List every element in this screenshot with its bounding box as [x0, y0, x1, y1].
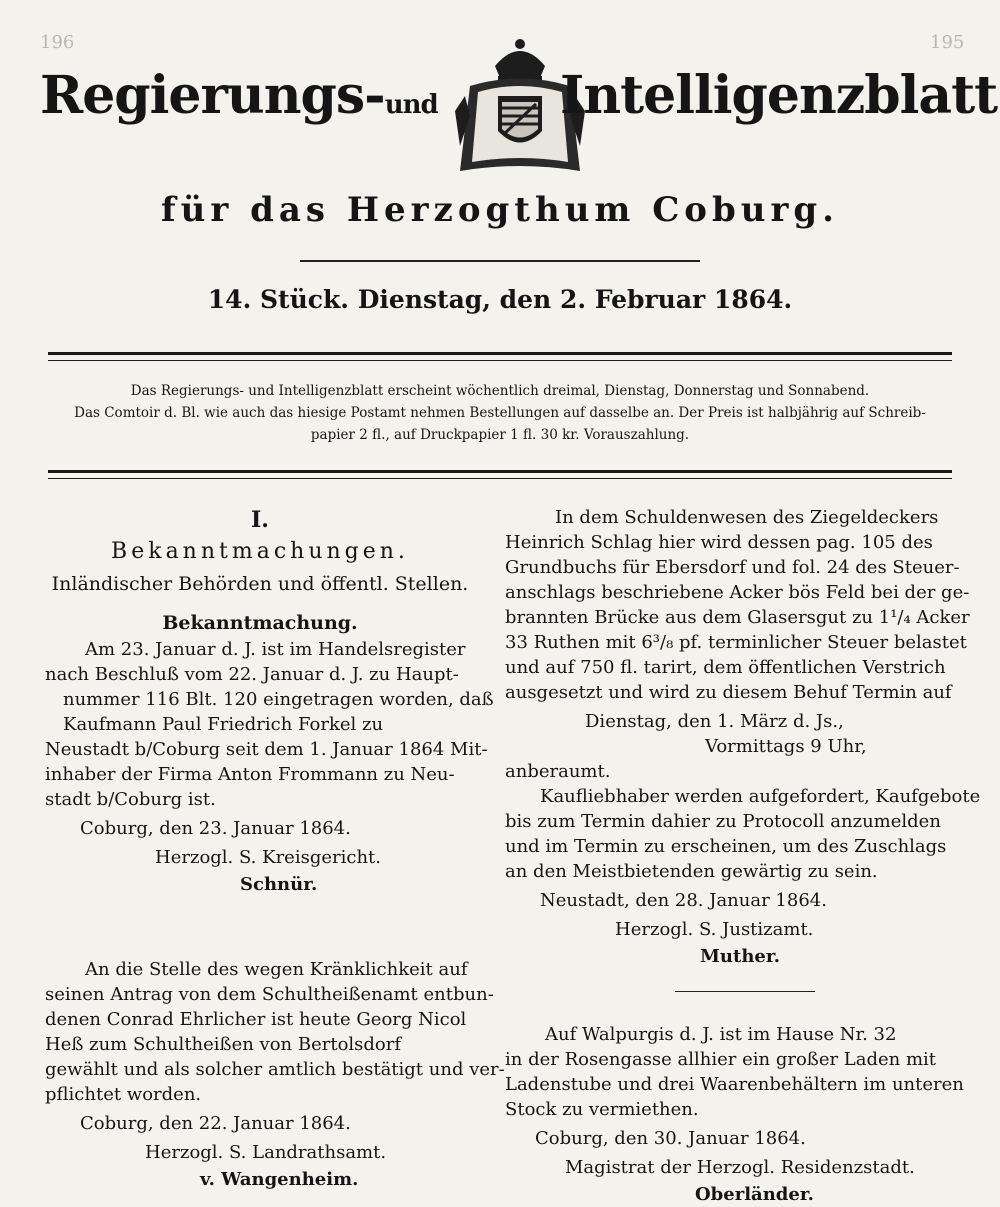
right-column — [505, 505, 981, 1207]
section-subheading: Inländischer Behörden und öffentl. Stellen. — [51, 573, 469, 595]
text-line: Neustadt b/Coburg seit dem 1. Januar 1864 Mit- — [45, 739, 488, 760]
text-line: Auf Walpurgis d. J. ist im Hause Nr. 32 — [545, 1024, 897, 1045]
subscription-notice — [50, 380, 950, 446]
place-date: Neustadt, den 28. Januar 1864. — [540, 890, 827, 911]
signature: v. Wangenheim. — [200, 1169, 359, 1190]
text-line: Kaufliebhaber werden aufgefordert, Kaufgebote — [540, 786, 981, 807]
notice-line: papier 2 fl., auf Druckpapier 1 fl. 30 kr. Vorauszahlung. — [310, 427, 690, 443]
notice-line: Das Comtoir d. Bl. wie auch das hiesige Postamt nehmen Bestellungen auf dasselbe an. Der Preis ist halbjährig auf Schreib- — [74, 405, 926, 421]
text-line: in der Rosengasse allhier ein großer Laden mit — [505, 1049, 937, 1070]
divider — [300, 260, 700, 262]
place-date: Coburg, den 30. Januar 1864. — [535, 1128, 806, 1149]
authority: Herzogl. S. Landrathsamt. — [145, 1142, 387, 1163]
signature: Muther. — [700, 946, 780, 967]
text-line: denen Conrad Ehrlicher ist heute Georg Nicol — [45, 1009, 467, 1030]
text-line: Stock zu vermiethen. — [505, 1099, 699, 1120]
notice-line: Das Regierungs- und Intelligenzblatt erscheint wöchentlich dreimal, Dienstag, Donnerstag und Sonnabend. — [130, 383, 870, 399]
signature: Oberländer. — [695, 1184, 814, 1205]
text-line: und im Termin zu erscheinen, um des Zuschlags — [505, 836, 947, 857]
left-column — [45, 505, 505, 1192]
section-heading: Bekanntmachungen. — [111, 539, 409, 564]
text-line: brannten Brücke aus dem Glasersgut zu 1¹/₄ Acker — [505, 607, 970, 628]
text-line: ausgesetzt und wird zu diesem Behuf Termin auf — [505, 682, 952, 703]
text-line: inhaber der Firma Anton Frommann zu Neu- — [45, 764, 455, 785]
text-line: Grundbuchs für Ebersdorf und fol. 24 des Steuer- — [505, 557, 960, 578]
masthead-left: Regierungs-und — [40, 65, 438, 126]
issue-line: 14. Stück. Dienstag, den 2. Februar 1864. — [207, 285, 793, 314]
text-line: Ladenstube und drei Waarenbehältern im unteren — [505, 1074, 964, 1095]
section-number: I. — [251, 507, 269, 533]
place-date: Coburg, den 22. Januar 1864. — [80, 1113, 351, 1134]
text-line: und auf 750 fl. tarirt, dem öffentlichen Verstrich — [505, 657, 946, 678]
masthead-subtitle: für das Herzogthum Coburg. — [160, 190, 840, 230]
authority: Herzogl. S. Kreisgericht. — [155, 847, 381, 868]
divider-thick — [48, 352, 952, 355]
divider-thick — [48, 470, 952, 473]
text-line: An die Stelle des wegen Kränklichkeit auf — [85, 959, 468, 980]
authority: Herzogl. S. Justizamt. — [615, 919, 814, 940]
text-line: anschlags beschriebene Acker bös Feld bei der ge- — [505, 582, 970, 603]
term-date: Dienstag, den 1. März d. Js., — [585, 711, 844, 732]
announcement-title: Bekanntmachung. — [162, 612, 358, 634]
page-number-right: 195 — [930, 32, 965, 53]
text-line: Am 23. Januar d. J. ist im Handelsregister — [85, 639, 466, 660]
divider-thin — [48, 360, 952, 361]
divider — [675, 991, 815, 992]
text-line: anberaumt. — [505, 761, 611, 782]
authority: Magistrat der Herzogl. Residenzstadt. — [565, 1157, 915, 1178]
masthead — [40, 62, 998, 162]
text-line: nummer 116 Blt. 120 eingetragen worden, daß — [63, 689, 494, 710]
masthead-right: Intelligenzblatt — [560, 65, 998, 126]
term-time: Vormittags 9 Uhr, — [705, 736, 867, 757]
page-number-left: 196 — [40, 32, 75, 53]
text-line: stadt b/Coburg ist. — [45, 789, 216, 810]
text-line: an den Meistbietenden gewärtig zu sein. — [505, 861, 878, 882]
text-line: Heß zum Schultheißen von Bertolsdorf — [45, 1034, 402, 1055]
masthead-und: und — [384, 90, 438, 120]
text-line: Heinrich Schlag hier wird dessen pag. 105 des — [505, 532, 933, 553]
signature: Schnür. — [240, 874, 318, 895]
text-line: bis zum Termin dahier zu Protocoll anzumelden — [505, 811, 941, 832]
text-line: gewählt und als solcher amtlich bestätigt und ver- — [45, 1059, 505, 1080]
text-line: 33 Ruthen mit 6³/₈ pf. terminlicher Steuer belastet — [505, 632, 967, 653]
divider-thin — [48, 478, 952, 479]
text-line: In dem Schuldenwesen des Ziegeldeckers — [555, 507, 939, 528]
text-line: pflichtet worden. — [45, 1084, 202, 1105]
place-date: Coburg, den 23. Januar 1864. — [80, 818, 351, 839]
text-line: nach Beschluß vom 22. Januar d. J. zu Haupt- — [45, 664, 459, 685]
text-line: Kaufmann Paul Friedrich Forkel zu — [63, 714, 384, 735]
text-line: seinen Antrag von dem Schultheißenamt entbun- — [45, 984, 494, 1005]
